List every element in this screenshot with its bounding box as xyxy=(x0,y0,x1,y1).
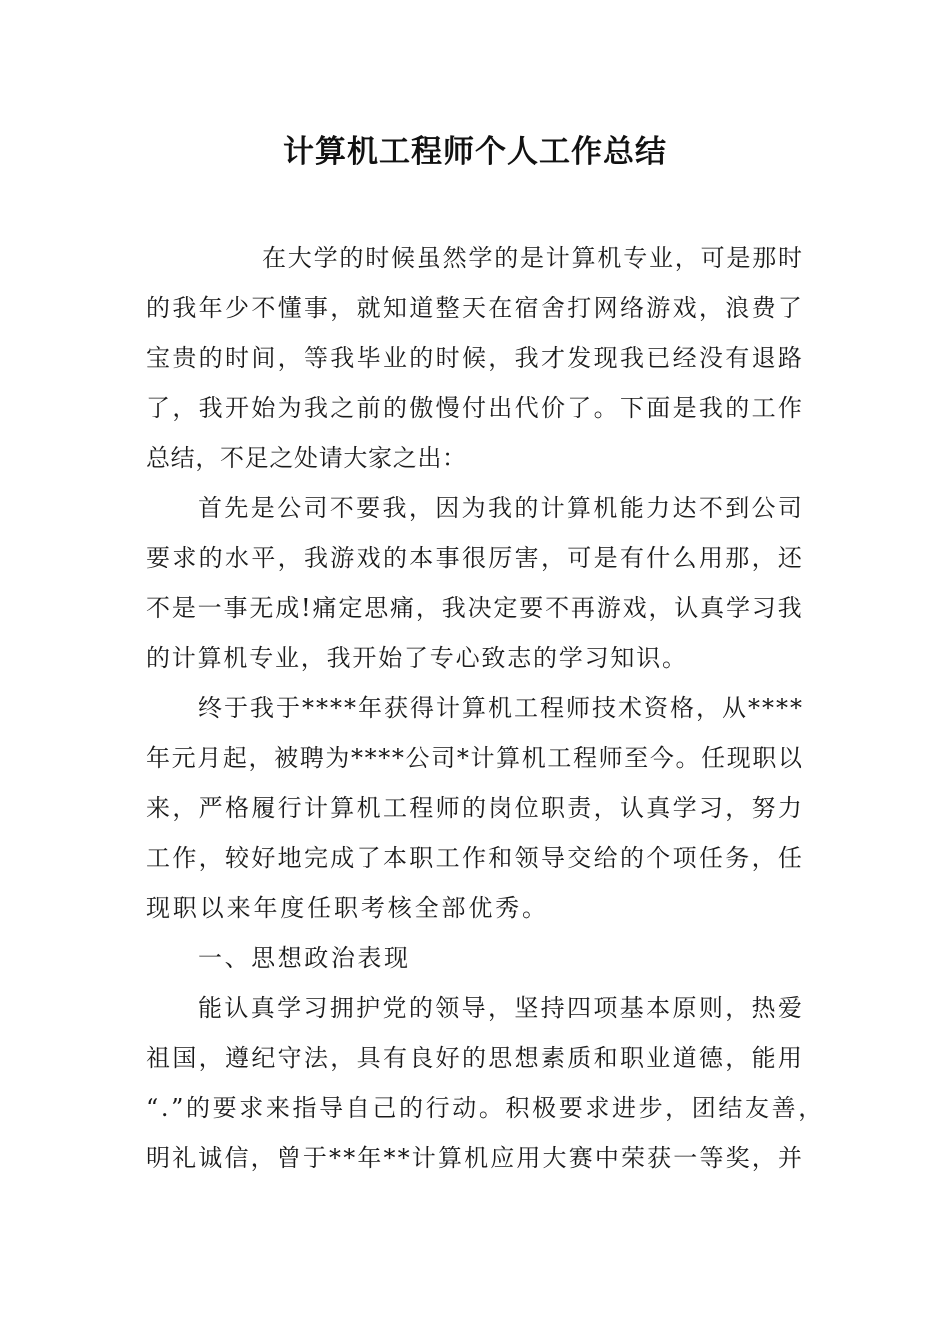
paragraph-line: 来，严格履行计算机工程师的岗位职责，认真学习，努力 xyxy=(146,794,805,822)
paragraph-line: 的计算机专业，我开始了专心致志的学习知识。 xyxy=(146,644,688,672)
paragraph-line: 总结，不足之处请大家之出： xyxy=(146,444,467,472)
paragraph-line: 工作，较好地完成了本职工作和领导交给的个项任务，任 xyxy=(146,844,805,872)
paragraph-line: 祖国，遵纪守法，具有良好的思想素质和职业道德，能用 xyxy=(146,1044,805,1072)
section-heading: 一、思想政治表现 xyxy=(198,944,411,972)
paragraph-line: 要求的水平，我游戏的本事很厉害，可是有什么用那，还 xyxy=(146,544,805,572)
document-title: 计算机工程师个人工作总结 xyxy=(283,134,667,170)
paragraph-line: 宝贵的时间，等我毕业的时候，我才发现我已经没有退路 xyxy=(146,344,805,372)
paragraph-line: 年元月起，被聘为****公司*计算机工程师至今。任现职以 xyxy=(146,744,804,772)
paragraph-line: 在大学的时候虽然学的是计算机专业，可是那时 xyxy=(262,244,804,272)
paragraph-line: 的我年少不懂事，就知道整天在宿舍打网络游戏，浪费了 xyxy=(146,294,805,322)
paragraph-line: “.”的要求来指导自己的行动。积极要求进步，团结友善， xyxy=(146,1094,825,1122)
paragraph-line: 能认真学习拥护党的领导，坚持四项基本原则，热爱 xyxy=(198,994,805,1022)
paragraph-line: 不是一事无成!痛定思痛，我决定要不再游戏，认真学习我 xyxy=(146,594,804,622)
paragraph-line: 终于我于****年获得计算机工程师技术资格，从**** xyxy=(198,694,804,722)
paragraph-line: 明礼诚信，曾于**年**计算机应用大赛中荣获一等奖，并 xyxy=(146,1144,805,1172)
paragraph-line: 首先是公司不要我，因为我的计算机能力达不到公司 xyxy=(198,494,805,522)
paragraph-line: 现职以来年度任职考核全部优秀。 xyxy=(146,894,549,922)
paragraph-line: 了，我开始为我之前的傲慢付出代价了。下面是我的工作 xyxy=(146,394,805,422)
